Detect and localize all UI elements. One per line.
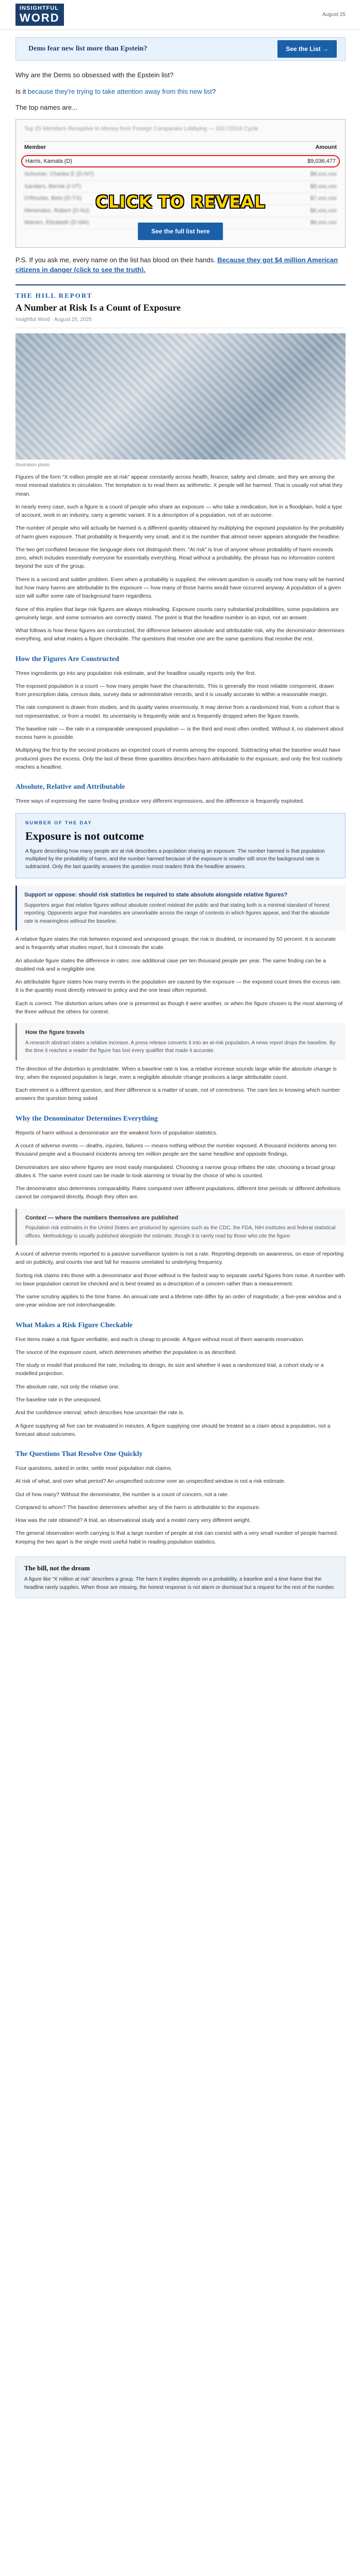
poll-sidebox[interactable] — [15, 886, 346, 930]
intro-question: Why are the Dems so obsessed with the Epstein list? — [15, 71, 174, 79]
context-text: Population risk estimates in the United States are produced by agencies such as the CDC, the FDA, NIH institutes and federal statistical offices. Methodology is usually published alongside the estimate, though it is rarely read by those who cite the figure. — [25, 1225, 336, 1239]
paragraph: There is a second and subtler problem. Even when a probability is supplied, the relevant question is usually not how many will be harmed but how many harms are attributable to the exposure — how many of those harms would have occurred anyway. A population of a given size will suffer some rate of background harm regardless. — [15, 576, 344, 600]
paragraph: Sorting risk claims into those with a denominator and those without is the fastest way to separate useful figures from noise. A number with no base population cannot be checked and is best treated as a description of a concern rather than a measurement. — [15, 1272, 345, 1287]
intro-claim — [15, 87, 346, 97]
paragraph: The baseline rate — the rate in a comparable unexposed population — is the third and most often omitted. Without it, no statement about excess harm is possible. — [15, 725, 344, 741]
section-heading: The Questions That Resolve One Quickly — [15, 1450, 143, 1459]
see-the-list-button[interactable]: See the List → — [277, 40, 337, 58]
postscript — [0, 248, 361, 275]
hero-image — [15, 333, 346, 460]
row-member: Menendez, Robert (D-NJ) — [24, 207, 89, 214]
paragraph: None of this implies that large risk figures are always misleading. Exposure counts carry substantial probabilities, some populations are genuinely large, and some scenarios are correctly stated. The point is that the headline number is an input, not an answer. — [15, 606, 339, 621]
intro — [0, 61, 361, 113]
paragraph: The baseline rate in the unexposed. — [15, 1397, 102, 1403]
closing-text: A figure like “X million at risk” describes a group. The harm it implies depends on a probability, a baseline and a time frame that the headline rarely supplies. When those are missing, the honest response is not alarm or dismissal but a request for the rest of the number. — [24, 1577, 335, 1590]
intro-prefix: Is it — [15, 87, 28, 95]
closing-box — [15, 1556, 346, 1599]
paragraph: Three ingredients go into any population risk estimate, and the headline usually reports only the first. — [15, 670, 256, 676]
row-member: O'Rourke, Beto (D-TX) — [24, 195, 81, 201]
paragraph: A figure supplying all five can be evaluated in minutes. A figure supplying one should be treated as a claim about a population, not a forecast about outcomes. — [15, 1422, 331, 1437]
row-member: Schumer, Charles E (D-NY) — [24, 171, 94, 177]
row-amount: $7,xxx,xxx — [310, 195, 337, 201]
hero-texture — [15, 333, 346, 460]
row-amount: $8,xxx,xxx — [310, 183, 337, 190]
paragraph: The general observation worth carrying is that a large number of people at risk can coexist with a very small number of people harmed. Keeping the two apart is the single most useful habit in reading population statistics. — [15, 1530, 338, 1545]
paragraph: Denominators are also where figures are most easily manipulated. Choosing a narrow group inflates the rate; choosing a broad group dilutes it. The same event count can be made to look alarming or trivial by the choice of who is counted. — [15, 1164, 335, 1179]
logo-line-2: WORD — [20, 11, 60, 24]
col-member: Member — [24, 144, 46, 150]
context-box — [15, 1209, 346, 1246]
row-amount: $6,xxx,xxx — [310, 219, 337, 226]
sidebox-text: Supporters argue that relative figures without absolute context mislead the public and that stating both is a minimal standard of honest reporting. Opponents argue that mandates are unworkable across the range of contexts in which figures appear, and that the absolute rate is meaningless without the baseline. — [24, 902, 330, 924]
ps-text: P.S. If you ask me, every name on the list has blood on their hands. — [15, 256, 218, 264]
paragraph: A relative figure states the risk between exposed and unexposed groups: the risk is doubled, or increased by 50 percent. It is accurate and is frequently what studies report, but it conceals the scale. — [15, 936, 336, 951]
article-byline: Insightful Word · August 25, 2025 — [15, 316, 346, 328]
col-amount: Amount — [315, 144, 337, 150]
paragraph: The same scrutiny applies to the time frame. An annual rate and a lifetime rate differ by an order of magnitude; a five-year window and a one-year window are not interchangeable. — [15, 1294, 341, 1309]
document-table — [24, 141, 337, 229]
quote-title: How the figure travels — [25, 1029, 85, 1036]
paragraph: Out of how many? Without the denominator, the number is a count of concern, not a rate. — [15, 1491, 229, 1498]
site-logo[interactable] — [15, 4, 64, 26]
ad-question: Dems fear new list more than Epstein? — [28, 44, 147, 53]
paragraph: A count of adverse events reported to a passive surveillance system is not a rate. Reporting depends on awareness, on ease of reporting and on publicity, and counts rise and fall for reasons unrelated to underlying frequency. — [15, 1251, 344, 1266]
document-screenshot[interactable] — [15, 119, 346, 248]
hero-caption: Illustration photo — [15, 462, 50, 467]
quote-text: A research abstract states a relative increase. A press release converts it into an at-risk population. A news report drops the baseline. By the time it reaches a reader the figure has lost every qualifier that made it accurate. — [25, 1040, 336, 1054]
paragraph: Five items make a risk figure verifiable, and each is cheap to provide. A figure without most of them warrants reservation. — [15, 1336, 305, 1343]
article-body — [15, 473, 346, 1598]
paragraph: What follows is how these figures are constructed, the difference between absolute and attributable risk, why the denominator determines everything, and what makes a figure checkable. The questions that resolve one are the same questions that resolve the rest. — [15, 628, 344, 642]
paragraph: Figures of the form “X million people are at risk” appear constantly across health, finance, safety and climate, and they are among the most misread statistics in circulation. The temptation is to read them as arithmetic: X people will be harmed. That is usually not what they mean. — [15, 474, 342, 497]
row-member: Warren, Elizabeth (D-MA) — [24, 219, 89, 226]
paragraph: An absolute figure states the difference in rates: one additional case per ten thousand people per year. The same finding can be a doubled risk and a negligible one. — [15, 957, 326, 972]
number-of-the-day-callout — [15, 813, 346, 879]
document-header: Top 25 Members Receptive to Money from Foreign Companies Lobbying — 2017/2018 Cycle — [24, 125, 258, 132]
ad-banner[interactable] — [15, 37, 346, 61]
context-title: Context — where the numbers themselves are published — [25, 1214, 178, 1221]
table-row — [24, 168, 337, 181]
paragraph: An attributable figure states how many events in the population are caused by the exposure — the exposed count times the excess rate. It is the quantity most directly relevant to policy and the one least often reported. — [15, 979, 342, 994]
paragraph: In nearly every case, such a figure is a count of people who share an exposure — who take a medication, live in a floodplain, hold a type of account, work in an industry, carry a genetic variant. It is a description of a population, not of an outcome. — [15, 503, 342, 519]
highlighted-row — [21, 155, 340, 168]
section-heading: Why the Denominator Determines Everything — [15, 1114, 158, 1123]
full-list-button[interactable]: See the full list here — [138, 223, 223, 240]
paragraph: The denominator also determines comparability. Rates computed over different populations, different time periods or different definitions cannot be compared directly, though they often are. — [15, 1185, 341, 1200]
row-amount: $6,xxx,xxx — [310, 207, 337, 214]
highlighted-amount: $9,036,477 — [307, 158, 336, 164]
article-kicker: THE HILL REPORT — [15, 291, 93, 299]
closing-title: The bill, not the dream — [24, 1564, 90, 1572]
paragraph: The two get conflated because the language does not distinguish them. “At risk” is true of anyone whose probability of harm exceeds zero, which includes essentially everyone for essentially everything. Read without a probability, the phrase has no information content beyond the size of the group. — [15, 546, 335, 570]
article-title: A Number at Risk Is a Count of Exposure — [15, 302, 181, 313]
row-amount: $8,xxx,xxx — [310, 171, 337, 177]
paragraph: Three ways of expressing the same finding produce very different impressions, and the difference is frequently exploited. — [15, 798, 304, 805]
paragraph: The exposed population is a count — how many people have the characteristic. This is generally the most reliable component, drawn from prescription data, census data, survey data or administrative records, and it is usually accurate to within a reasonable margin. — [15, 683, 334, 698]
article — [15, 284, 346, 1599]
highlighted-member: Harris, Kamala (D) — [25, 158, 73, 164]
paragraph: How was the rate obtained? A trial, an observational study and a model carry very different weight. — [15, 1517, 251, 1524]
section-heading: How the Figures Are Constructed — [15, 655, 119, 663]
paragraph: Four questions, asked in order, settle most population risk claims. — [15, 1465, 173, 1472]
click-to-reveal[interactable]: CLICK TO REVEAL — [95, 192, 266, 212]
quote-box — [15, 1023, 346, 1060]
paragraph: The rate component is drawn from studies, and its quality varies enormously. It may derive from a randomized trial, from a cohort that is not representative, or from a model. Its uncertainty is frequently wide and is frequently dropped when the figure travels. — [15, 704, 340, 719]
paragraph: The direction of the distortion is predictable. When a baseline rate is low, a relative increase sounds large while the absolute change is tiny; when the exposed population is large, even a negligible absolute change produces a large attributable count. — [15, 1065, 337, 1080]
table-header — [24, 142, 337, 154]
paragraph: And the confidence interval, which describes how uncertain the rate is. — [15, 1410, 185, 1416]
paragraph: The number of people who will actually be harmed is a different quantity obtained by multiplying the exposed population by the probability of harm given exposure. That probability is frequently very small, and it is the number that almost never appears alongside the headline. — [15, 525, 344, 540]
paragraph: Compared to whom? The baseline determines whether any of the harm is attributable to the exposure. — [15, 1504, 260, 1511]
row-member: Sanders, Bernie (I-VT) — [24, 183, 81, 190]
masthead — [0, 0, 361, 30]
callout-title: Exposure is not outcome — [25, 829, 144, 843]
paragraph: The absolute rate, not only the relative one. — [15, 1383, 120, 1390]
sidebox-title: Support or oppose: should risk statistics be required to state absolute alongside relative figures? — [24, 892, 288, 899]
new-list-link[interactable]: because they're trying to take attention away from this new list — [27, 87, 212, 95]
paragraph: Each element is a different question, and their difference is a matter of scale, not of correctness. The care lies in knowing which number answers the question being asked. — [15, 1087, 340, 1102]
paragraph: At risk of what, and over what period? An unspecified outcome over an unspecified window is not a risk estimate. — [15, 1478, 286, 1485]
header-date: August 25 — [322, 12, 346, 18]
paragraph: The study or model that produced the rate, including its design, its size and whether it was a randomized trial, a cohort study or a modelled projection. — [15, 1362, 324, 1377]
section-heading: What Makes a Risk Figure Checkable — [15, 1321, 133, 1329]
paragraph: Each is correct. The distortion arises when one is presented as though it were another, or when the figure chosen is the most alarming of the three without the others for context. — [15, 1000, 343, 1015]
section-heading: Absolute, Relative and Attributable — [15, 783, 125, 791]
callout-label: NUMBER OF THE DAY — [25, 820, 92, 825]
logo-line-1: INSIGHTFUL — [20, 5, 59, 12]
ps-link[interactable]: Because they got $4 million American citizens in danger (click to see the truth). — [15, 256, 338, 274]
intro-top-names: The top names are... — [15, 104, 77, 111]
paragraph: Multiplying the first by the second produces an expected count of events among the exposed. Subtracting what the baseline would have produced gives the excess. Only the last of these three quantities describes harm attributable to the exposure, and only the first routinely reaches a headline. — [15, 747, 342, 770]
paragraph: Reports of harm without a denominator are the weakest form of population statistics. — [15, 1129, 218, 1136]
intro-suffix: ? — [212, 87, 216, 95]
callout-text: A figure describing how many people are at risk describes a population sharing an exposure. The number harmed is that population multiplied by the probability of harm, and the number harmed because of the exposure is smaller still once the background rate is subtracted. Only the last quantity answers the question most readers think the headline answers. — [25, 849, 325, 870]
paragraph: The source of the exposure count, which determines whether the population is as described. — [15, 1349, 237, 1355]
paragraph: A count of adverse events — deaths, injuries, failures — means nothing without the number exposed. A thousand incidents among ten thousand people and a thousand incidents among ten million people are the same headline and opposite findings. — [15, 1142, 337, 1158]
